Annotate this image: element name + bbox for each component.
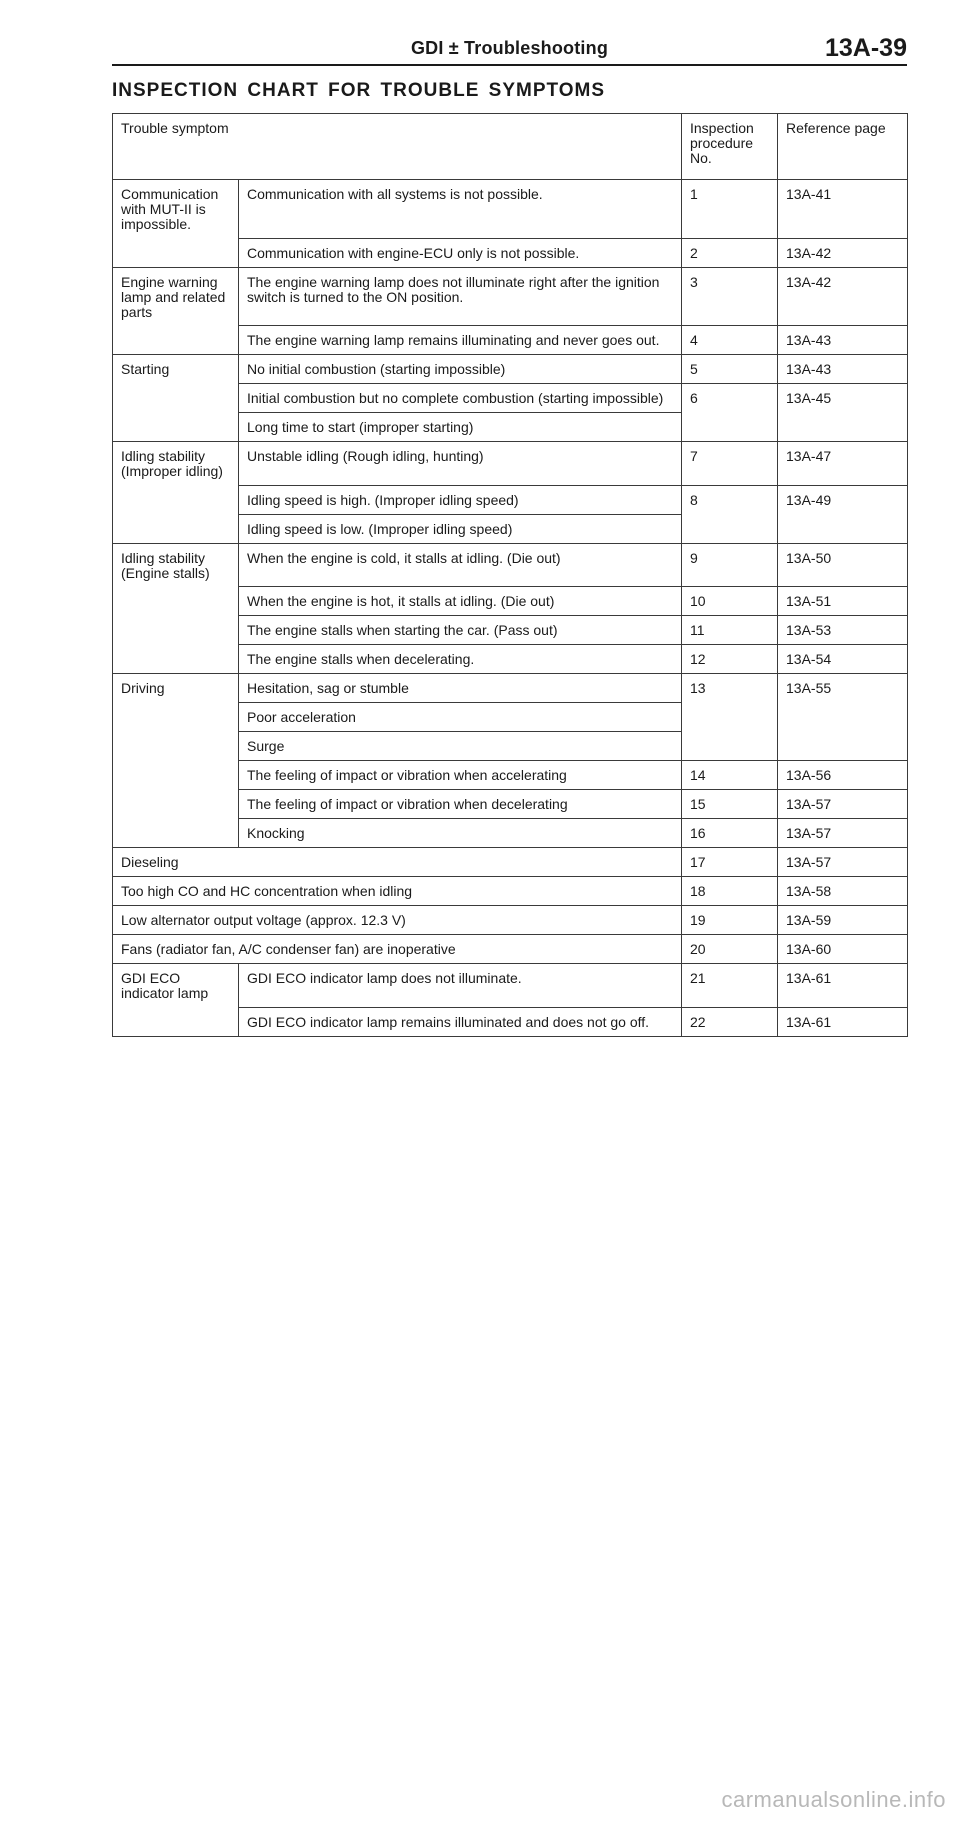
table-row: [113, 848, 908, 877]
category-cell: Driving: [113, 674, 239, 703]
procedure-cell: 11: [682, 616, 778, 645]
table-row: [113, 935, 908, 964]
symptom-cell: Poor acceleration: [239, 703, 682, 732]
reference-cell: 13A-54: [778, 645, 908, 674]
reference-cell: 13A-57: [778, 848, 908, 877]
reference-cell: 13A-43: [778, 326, 908, 355]
procedure-cell: 3: [682, 267, 778, 326]
procedure-cell: 20: [682, 935, 778, 964]
procedure-cell: 17: [682, 848, 778, 877]
watermark: carmanualsonline.info: [721, 1787, 946, 1812]
symptom-cell: The engine stalls when starting the car. (Pass out): [239, 616, 682, 645]
procedure-cell: 9: [682, 543, 778, 587]
symptom-cell: Fans (radiator fan, A/C condenser fan) are inoperative: [113, 935, 682, 964]
symptom-cell: GDI ECO indicator lamp does not illuminate.: [239, 964, 682, 1008]
reference-cell: 13A-53: [778, 616, 908, 645]
table-header-row: [113, 114, 908, 180]
reference-cell: 13A-56: [778, 761, 908, 790]
reference-cell: 13A-45: [778, 384, 908, 442]
reference-cell: 13A-47: [778, 442, 908, 486]
category-cell: Communication with MUT-II is impossible.: [113, 180, 239, 239]
category-cell: [113, 413, 239, 442]
procedure-cell: 19: [682, 906, 778, 935]
procedure-cell: 6: [682, 384, 778, 442]
symptom-cell: Too high CO and HC concentration when idling: [113, 877, 682, 906]
header-trouble-symptom: Trouble symptom: [113, 114, 682, 180]
table-row: [113, 442, 908, 486]
table-row: [113, 267, 908, 326]
table-row: [113, 587, 908, 616]
reference-cell: 13A-59: [778, 906, 908, 935]
symptom-cell: Dieseling: [113, 848, 682, 877]
table-row: [113, 761, 908, 790]
table-row: [113, 790, 908, 819]
header-reference-page: Reference page: [778, 114, 908, 180]
symptom-cell: When the engine is cold, it stalls at idling. (Die out): [239, 543, 682, 587]
category-cell: [113, 587, 239, 616]
procedure-cell: 13: [682, 674, 778, 761]
procedure-cell: 22: [682, 1007, 778, 1036]
procedure-cell: 21: [682, 964, 778, 1008]
reference-cell: 13A-41: [778, 180, 908, 239]
category-cell: [113, 616, 239, 645]
procedure-cell: 10: [682, 587, 778, 616]
symptom-cell: Knocking: [239, 819, 682, 848]
table-row: [113, 906, 908, 935]
reference-cell: 13A-57: [778, 790, 908, 819]
symptom-cell: GDI ECO indicator lamp remains illuminated and does not go off.: [239, 1007, 682, 1036]
procedure-cell: 4: [682, 326, 778, 355]
symptom-cell: The engine stalls when decelerating.: [239, 645, 682, 674]
category-cell: [113, 384, 239, 413]
category-cell: [113, 703, 239, 732]
table-row: [113, 355, 908, 384]
procedure-cell: 18: [682, 877, 778, 906]
reference-cell: 13A-42: [778, 267, 908, 326]
trouble-symptom-table: [112, 113, 908, 1037]
section-title: INSPECTION CHART FOR TROUBLE SYMPTOMS: [112, 80, 606, 101]
symptom-cell: The engine warning lamp remains illuminating and never goes out.: [239, 326, 682, 355]
reference-cell: 13A-42: [778, 238, 908, 267]
procedure-cell: 14: [682, 761, 778, 790]
reference-cell: 13A-57: [778, 819, 908, 848]
symptom-cell: Communication with all systems is not possible.: [239, 180, 682, 239]
table-row: [113, 384, 908, 413]
category-cell: [113, 514, 239, 543]
symptom-cell: The feeling of impact or vibration when accelerating: [239, 761, 682, 790]
category-cell: [113, 732, 239, 761]
table-row: [113, 616, 908, 645]
reference-cell: 13A-61: [778, 964, 908, 1008]
reference-cell: 13A-61: [778, 1007, 908, 1036]
category-cell: [113, 761, 239, 790]
procedure-cell: 8: [682, 485, 778, 543]
category-cell: Idling stability (Engine stalls): [113, 543, 239, 587]
category-cell: Engine warning lamp and related parts: [113, 267, 239, 326]
category-cell: Idling stability (Improper idling): [113, 442, 239, 486]
table-row: [113, 1007, 908, 1036]
table-row: [113, 543, 908, 587]
table-row: [113, 326, 908, 355]
reference-cell: 13A-49: [778, 485, 908, 543]
symptom-cell: Hesitation, sag or stumble: [239, 674, 682, 703]
table-row: [113, 645, 908, 674]
table-row: [113, 674, 908, 703]
symptom-cell: No initial combustion (starting impossible): [239, 355, 682, 384]
header-page-number: 13A-39: [825, 34, 907, 62]
symptom-cell: Initial combustion but no complete combustion (starting impossible): [239, 384, 682, 413]
reference-cell: 13A-43: [778, 355, 908, 384]
reference-cell: 13A-50: [778, 543, 908, 587]
reference-cell: 13A-55: [778, 674, 908, 761]
procedure-cell: 1: [682, 180, 778, 239]
category-cell: [113, 790, 239, 819]
symptom-cell: When the engine is hot, it stalls at idling. (Die out): [239, 587, 682, 616]
page-header: [112, 34, 907, 66]
category-cell: [113, 645, 239, 674]
header-inspection-procedure: Inspection procedure No.: [682, 114, 778, 180]
procedure-cell: 5: [682, 355, 778, 384]
procedure-cell: 15: [682, 790, 778, 819]
symptom-cell: Idling speed is high. (Improper idling speed): [239, 485, 682, 514]
procedure-cell: 7: [682, 442, 778, 486]
reference-cell: 13A-60: [778, 935, 908, 964]
table-row: [113, 819, 908, 848]
reference-cell: 13A-51: [778, 587, 908, 616]
header-title: GDI ± Troubleshooting: [410, 38, 609, 58]
procedure-cell: 2: [682, 238, 778, 267]
table-row: [113, 238, 908, 267]
symptom-cell: Long time to start (improper starting): [239, 413, 682, 442]
procedure-cell: 12: [682, 645, 778, 674]
symptom-cell: The feeling of impact or vibration when decelerating: [239, 790, 682, 819]
category-cell: [113, 819, 239, 848]
symptom-cell: Idling speed is low. (Improper idling speed): [239, 514, 682, 543]
procedure-cell: 16: [682, 819, 778, 848]
table-row: [113, 180, 908, 239]
reference-cell: 13A-58: [778, 877, 908, 906]
category-cell: [113, 326, 239, 355]
symptom-cell: The engine warning lamp does not illuminate right after the ignition switch is turned to the ON position.: [239, 267, 682, 326]
symptom-cell: Low alternator output voltage (approx. 12.3 V): [113, 906, 682, 935]
category-cell: Starting: [113, 355, 239, 384]
table-row: [113, 964, 908, 1008]
table-row: [113, 485, 908, 514]
symptom-cell: Surge: [239, 732, 682, 761]
category-cell: GDI ECO indicator lamp: [113, 964, 239, 1008]
category-cell: [113, 485, 239, 514]
category-cell: [113, 238, 239, 267]
table-row: [113, 877, 908, 906]
symptom-cell: Unstable idling (Rough idling, hunting): [239, 442, 682, 486]
symptom-cell: Communication with engine-ECU only is not possible.: [239, 238, 682, 267]
category-cell: [113, 1007, 239, 1036]
